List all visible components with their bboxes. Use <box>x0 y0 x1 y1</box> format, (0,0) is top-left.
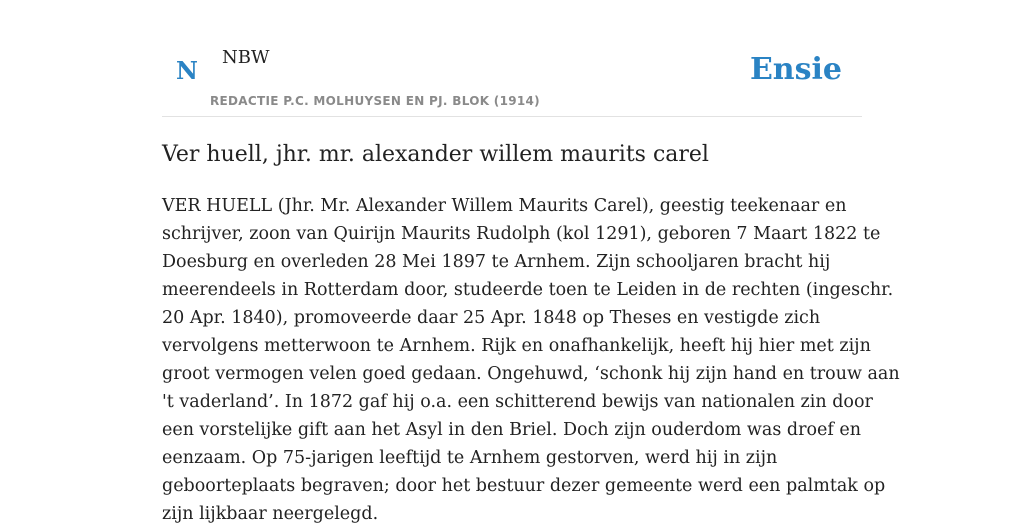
source-logo-letter: N <box>176 56 198 85</box>
source-header <box>162 0 862 117</box>
article-body-line: Doesburg en overleden 28 Mei 1897 te Arnhem. Zijn schooljaren bracht hij <box>162 252 831 272</box>
article-body-line: meerendeels in Rotterdam door, studeerde toen te Leiden in de rechten (ingeschr. <box>162 280 894 300</box>
brand-logo[interactable]: Ensie <box>749 52 842 87</box>
article-body-line: schrijver, zoon van Quirijn Maurits Rudolph (kol 1291), geboren 7 Maart 1822 te <box>162 224 881 244</box>
source-name-link[interactable]: NBW <box>222 47 270 68</box>
source-subtitle: REDACTIE P.C. MOLHUYSEN EN PJ. BLOK (1914) <box>210 94 540 108</box>
article-body-line: een vorstelijke gift aan het Asyl in den Briel. Doch zijn ouderdom was droef en <box>162 420 862 440</box>
article-body-line: 20 Apr. 1840), promoveerde daar 25 Apr. 1848 op Theses en vestigde zich <box>162 308 821 328</box>
article-body-line: VER HUELL (Jhr. Mr. Alexander Willem Maurits Carel), geestig teekenaar en <box>162 196 847 216</box>
article-body-line: zijn lijkbaar neergelegd. <box>162 504 379 524</box>
article-body-line: 't vaderland’. In 1872 gaf hij o.a. een schitterend bewijs van nationalen zin door <box>162 392 873 412</box>
article-body-line: eenzaam. Op 75-jarigen leeftijd te Arnhem gestorven, werd hij in zijn <box>162 448 778 468</box>
article-title: Ver huell, jhr. mr. alexander willem maurits carel <box>162 142 709 167</box>
article-body-line: groot vermogen velen goed gedaan. Ongehuwd, ‘schonk hij zijn hand en trouw aan <box>162 364 900 384</box>
article-body-line: vervolgens metterwoon te Arnhem. Rijk en onafhankelijk, heeft hij hier met zijn <box>162 336 871 356</box>
article-body-line: geboorteplaats begraven; door het bestuur dezer gemeente werd een palmtak op <box>162 476 886 496</box>
article-body <box>162 192 900 528</box>
